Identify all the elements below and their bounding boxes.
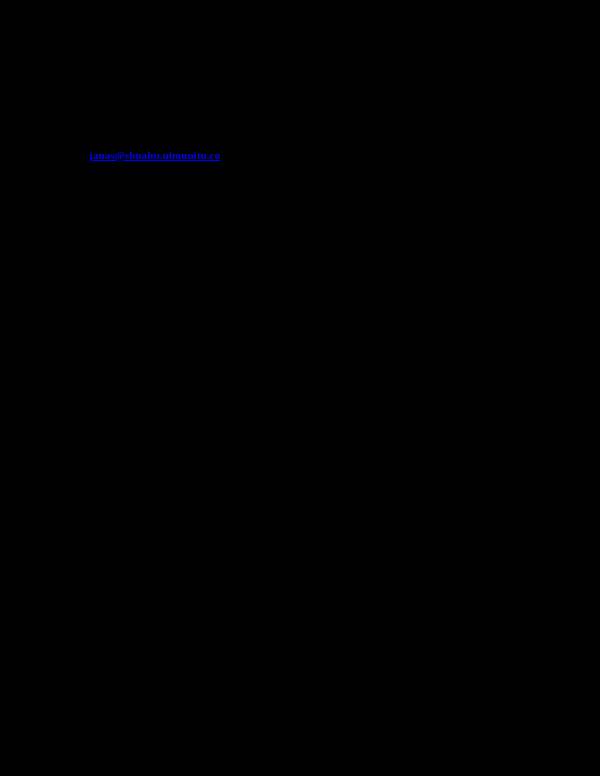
email-link[interactable]: janas@shnahu.ulmunitu.co — [89, 150, 221, 162]
